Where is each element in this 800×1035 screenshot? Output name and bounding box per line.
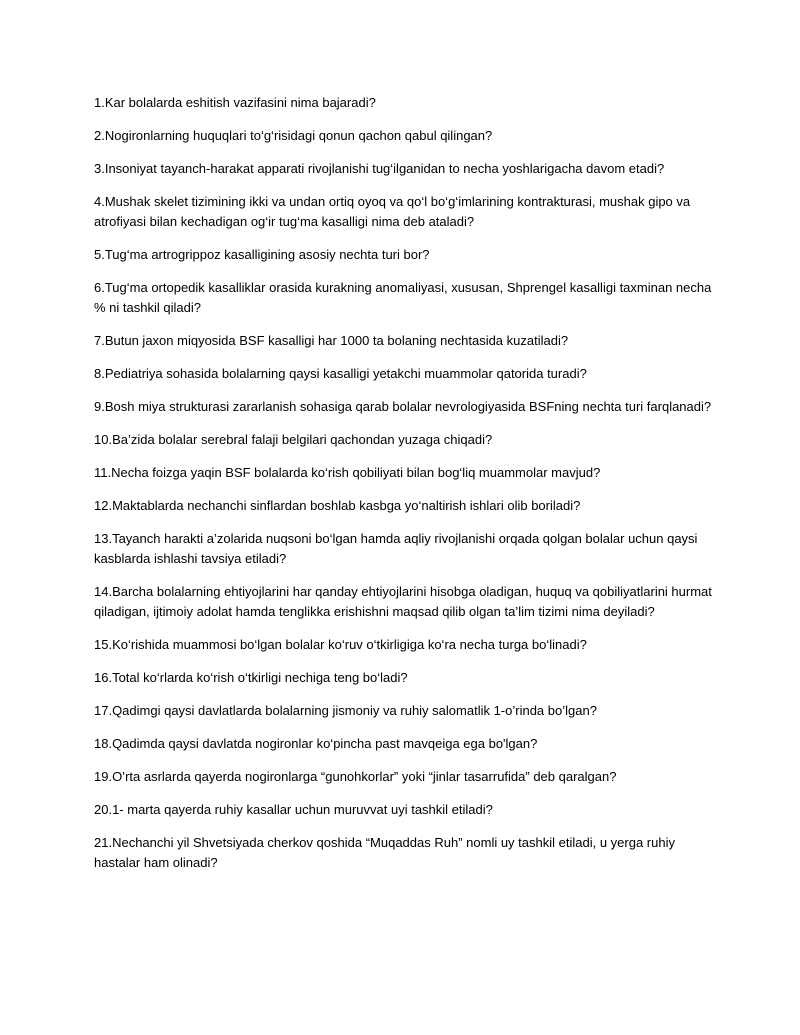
question-7: 7.Butun jaxon miqyosida BSF kasalligi har 1000 ta bolaning nechtasida kuzatiladi?: [94, 333, 569, 348]
question-3: 3.Insoniyat tayanch-harakat apparati rivojlanishi tug‘ilganidan to necha yoshlarigacha davom etadi?: [94, 161, 665, 176]
question-16: 16.Total ko‘rlarda ko‘rish o‘tkirligi nechiga teng bo‘ladi?: [94, 670, 408, 685]
question-19: 19.O’rta asrlarda qayerda nogironlarga “gunohkorlar” yoki “jinlar tasarrufida” deb qaralgan?: [94, 769, 617, 784]
question-2: 2.Nogironlarning huquqlari to‘g‘risidagi qonun qachon qabul qilingan?: [94, 128, 493, 143]
question-8: 8.Pediatriya sohasida bolalarning qaysi kasalligi yetakchi muammolar qatorida turadi?: [94, 366, 587, 381]
question-12: 12.Maktablarda nechanchi sinflardan boshlab kasbga yo‘naltirish ishlari olib boriladi?: [94, 498, 581, 513]
question-18: 18.Qadimda qaysi davlatda nogironlar ko‘pincha past mavqeiga ega bo'lgan?: [94, 736, 538, 751]
question-13: 13.Tayanch harakti a’zolarida nuqsoni bo‘lgan hamda aqliy rivojlanishi orqada qolgan bolalar uchun qaysi kasblarda ishlashi tavsiya etiladi?: [94, 531, 698, 566]
question-20: 20.1- marta qayerda ruhiy kasallar uchun muruvvat uyi tashkil etiladi?: [94, 802, 493, 817]
question-6: 6.Tug‘ma ortopedik kasalliklar orasida kurakning anomaliyasi, xususan, Shprengel kasalligi taxminan necha % ni tashkil qiladi?: [94, 280, 712, 315]
question-5: 5.Tug‘ma artrogrippoz kasalligining asosiy nechta turi bor?: [94, 247, 430, 262]
question-10: 10.Ba’zida bolalar serebral falaji belgilari qachondan yuzaga chiqadi?: [94, 432, 493, 447]
question-4: 4.Mushak skelet tizimining ikki va undan ortiq oyoq va qo‘l bo‘g‘imlarining kontrakturasi, mushak gipo va atrofiyasi bilan kechadigan og‘ir tug‘ma kasalligi nima deb ataladi?: [94, 194, 691, 229]
question-15: 15.Ko‘rishida muammosi bo‘lgan bolalar ko‘ruv o‘tkirligiga ko‘ra necha turga bo‘linadi?: [94, 637, 587, 652]
question-list: [94, 93, 714, 886]
question-11: 11.Necha foizga yaqin BSF bolalarda ko‘rish qobiliyati bilan bog‘liq muammolar mavjud?: [94, 465, 601, 480]
question-14: 14.Barcha bolalarning ehtiyojlarini har qanday ehtiyojlarini hisobga oladigan, huquq va qobiliyatlarini hurmat qiladigan, ijtimoiy adolat hamda tenglikka erishishni maqsad qilib olgan ta’lim tizimi nima deyiladi?: [94, 584, 712, 619]
question-17: 17.Qadimgi qaysi davlatlarda bolalarning jismoniy va ruhiy salomatlik 1-o’rinda bo’lgan?: [94, 703, 597, 718]
question-9: 9.Bosh miya strukturasi zararlanish sohasiga qarab bolalar nevrologiyasida BSFning nechta turi farqlanadi?: [94, 399, 712, 414]
question-21: 21.Nechanchi yil Shvetsiyada cherkov qoshida “Muqaddas Ruh” nomli uy tashkil etiladi, u yerga ruhiy hastalar ham olinadi?: [94, 835, 675, 870]
question-1: 1.Kar bolalarda eshitish vazifasini nima bajaradi?: [94, 95, 376, 110]
